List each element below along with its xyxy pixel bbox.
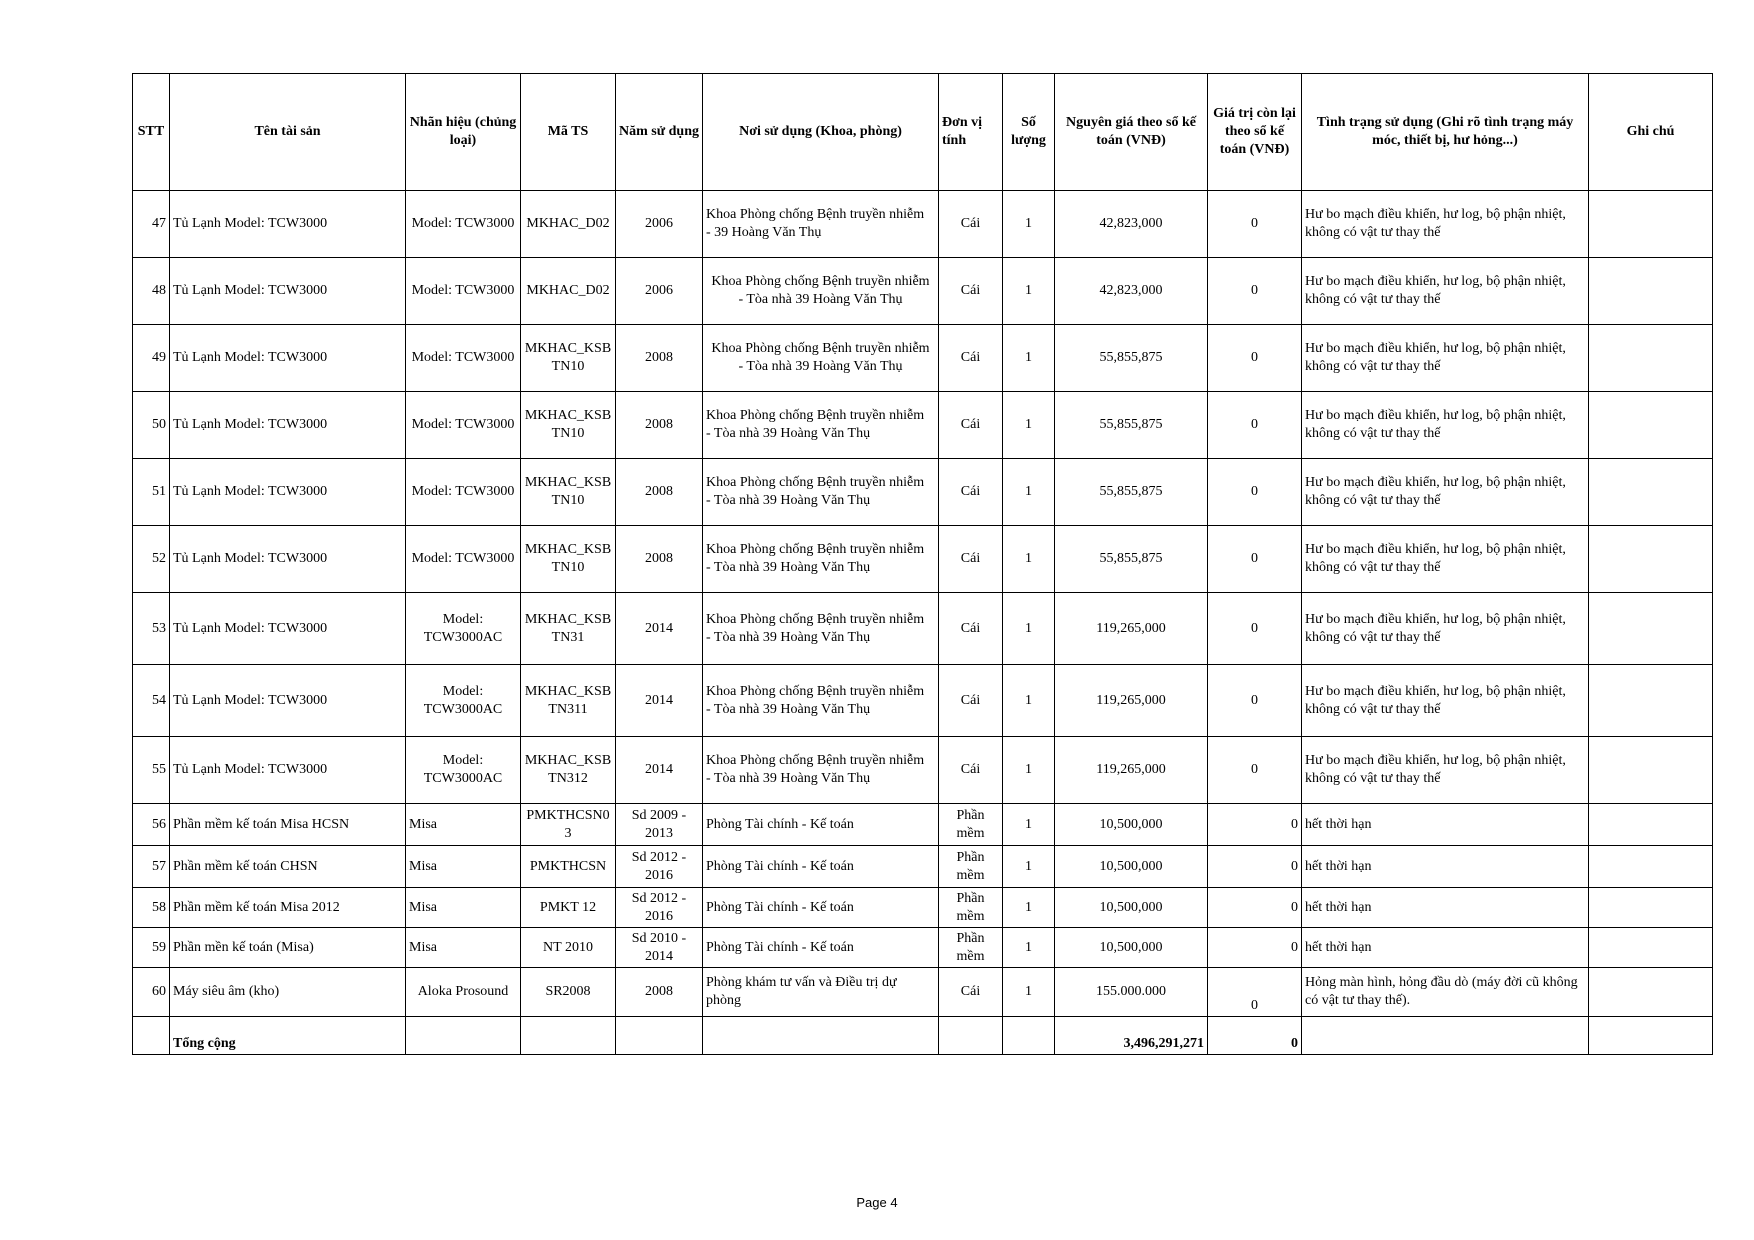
row-location: Khoa Phòng chống Bệnh truyền nhiễm - Tòa nhà 39 Hoàng Văn Thụ (703, 665, 939, 737)
row-unit: Phần mềm (939, 928, 1003, 968)
row-stt: 59 (133, 928, 170, 968)
row-note (1589, 526, 1713, 593)
row-status: Hư bo mạch điều khiển, hư log, bộ phận nhiệt, không có vật tư thay thế (1302, 191, 1589, 258)
row-remaining: 0 (1208, 459, 1302, 526)
row-cost: 10,500,000 (1055, 888, 1208, 928)
row-code: SR2008 (521, 968, 616, 1017)
table-row (133, 846, 1713, 888)
row-remaining: 0 (1208, 665, 1302, 737)
row-stt: 51 (133, 459, 170, 526)
table-row (133, 459, 1713, 526)
header-note: Ghi chú (1589, 74, 1713, 191)
row-note (1589, 459, 1713, 526)
table-row (133, 928, 1713, 968)
row-remaining: 0 (1208, 846, 1302, 888)
row-brand: Model: TCW3000 (406, 392, 521, 459)
row-status: Hư bo mạch điều khiển, hư log, bộ phận nhiệt, không có vật tư thay thế (1302, 737, 1589, 804)
row-cost: 10,500,000 (1055, 846, 1208, 888)
row-location: Phòng Tài chính - Kế toán (703, 888, 939, 928)
row-name: Tủ Lạnh Model: TCW3000 (170, 593, 406, 665)
table-row (133, 325, 1713, 392)
row-status: Hư bo mạch điều khiển, hư log, bộ phận nhiệt, không có vật tư thay thế (1302, 665, 1589, 737)
header-cost: Nguyên giá theo sổ kế toán (VNĐ) (1055, 74, 1208, 191)
row-year: Sd 2012 - 2016 (616, 888, 703, 928)
table-row (133, 804, 1713, 846)
row-status: hết thời hạn (1302, 888, 1589, 928)
row-location: Khoa Phòng chống Bệnh truyền nhiễm - Tòa nhà 39 Hoàng Văn Thụ (703, 325, 939, 392)
row-code: MKHAC_KSBTN10 (521, 526, 616, 593)
row-brand: Model: TCW3000 (406, 325, 521, 392)
row-brand: Misa (406, 846, 521, 888)
row-status: hết thời hạn (1302, 846, 1589, 888)
row-brand: Aloka Prosound (406, 968, 521, 1017)
row-name: Tủ Lạnh Model: TCW3000 (170, 258, 406, 325)
row-code: MKHAC_KSBTN312 (521, 737, 616, 804)
row-cost: 55,855,875 (1055, 526, 1208, 593)
row-status: hết thời hạn (1302, 928, 1589, 968)
row-qty: 1 (1003, 392, 1055, 459)
row-stt: 49 (133, 325, 170, 392)
row-remaining: 0 (1208, 258, 1302, 325)
row-code: MKHAC_D02 (521, 191, 616, 258)
row-qty: 1 (1003, 459, 1055, 526)
row-brand: Misa (406, 888, 521, 928)
row-note (1589, 846, 1713, 888)
row-remaining: 0 (1208, 804, 1302, 846)
row-name: Tủ Lạnh Model: TCW3000 (170, 325, 406, 392)
table-row (133, 392, 1713, 459)
row-unit: Cái (939, 325, 1003, 392)
row-qty: 1 (1003, 804, 1055, 846)
row-qty: 1 (1003, 526, 1055, 593)
total-qty-cell (1003, 1017, 1055, 1055)
table-header (133, 74, 1713, 191)
row-location: Phòng khám tư vấn và Điều trị dự phòng (703, 968, 939, 1017)
row-year: 2008 (616, 459, 703, 526)
row-cost: 119,265,000 (1055, 593, 1208, 665)
row-location: Phòng Tài chính - Kế toán (703, 928, 939, 968)
row-cost: 42,823,000 (1055, 258, 1208, 325)
row-qty: 1 (1003, 191, 1055, 258)
row-code: PMKT 12 (521, 888, 616, 928)
row-status: Hư bo mạch điều khiển, hư log, bộ phận nhiệt, không có vật tư thay thế (1302, 258, 1589, 325)
row-unit: Phần mềm (939, 888, 1003, 928)
row-brand: Model: TCW3000AC (406, 593, 521, 665)
header-year: Năm sử dụng (616, 74, 703, 191)
row-stt: 56 (133, 804, 170, 846)
row-brand: Model: TCW3000AC (406, 665, 521, 737)
row-year: Sd 2010 - 2014 (616, 928, 703, 968)
row-stt: 55 (133, 737, 170, 804)
row-code: MKHAC_KSBTN10 (521, 325, 616, 392)
row-note (1589, 928, 1713, 968)
row-stt: 53 (133, 593, 170, 665)
row-year: 2014 (616, 593, 703, 665)
row-cost: 119,265,000 (1055, 665, 1208, 737)
row-brand: Model: TCW3000 (406, 459, 521, 526)
row-cost: 55,855,875 (1055, 325, 1208, 392)
row-location: Khoa Phòng chống Bệnh truyền nhiễm - Tòa nhà 39 Hoàng Văn Thụ (703, 258, 939, 325)
row-brand: Model: TCW3000 (406, 191, 521, 258)
table-row (133, 888, 1713, 928)
row-qty: 1 (1003, 846, 1055, 888)
row-unit: Cái (939, 665, 1003, 737)
header-qty: Số lượng (1003, 74, 1055, 191)
row-qty: 1 (1003, 593, 1055, 665)
row-brand: Model: TCW3000 (406, 526, 521, 593)
row-name: Phần mền kế toán (Misa) (170, 928, 406, 968)
table-row (133, 191, 1713, 258)
total-cost: 3,496,291,271 (1055, 1017, 1208, 1055)
total-code-cell (521, 1017, 616, 1055)
row-name: Tủ Lạnh Model: TCW3000 (170, 459, 406, 526)
asset-table (132, 73, 1713, 1055)
row-note (1589, 392, 1713, 459)
total-row (133, 1017, 1713, 1055)
row-status: Hư bo mạch điều khiển, hư log, bộ phận nhiệt, không có vật tư thay thế (1302, 459, 1589, 526)
total-location-cell (703, 1017, 939, 1055)
header-code: Mã TS (521, 74, 616, 191)
row-year: 2008 (616, 968, 703, 1017)
total-status-cell (1302, 1017, 1589, 1055)
row-year: 2014 (616, 737, 703, 804)
row-stt: 50 (133, 392, 170, 459)
row-status: Hư bo mạch điều khiển, hư log, bộ phận nhiệt, không có vật tư thay thế (1302, 392, 1589, 459)
row-remaining: 0 (1208, 888, 1302, 928)
row-location: Khoa Phòng chống Bệnh truyền nhiễm - Tòa nhà 39 Hoàng Văn Thụ (703, 392, 939, 459)
row-location: Khoa Phòng chống Bệnh truyền nhiễm - Tòa nhà 39 Hoàng Văn Thụ (703, 526, 939, 593)
row-unit: Cái (939, 392, 1003, 459)
row-location: Khoa Phòng chống Bệnh truyền nhiễm - Tòa nhà 39 Hoàng Văn Thụ (703, 459, 939, 526)
row-brand: Misa (406, 928, 521, 968)
row-note (1589, 258, 1713, 325)
row-brand: Model: TCW3000 (406, 258, 521, 325)
row-remaining: 0 (1208, 928, 1302, 968)
table-row (133, 737, 1713, 804)
row-name: Tủ Lạnh Model: TCW3000 (170, 392, 406, 459)
row-stt: 60 (133, 968, 170, 1017)
row-status: hết thời hạn (1302, 804, 1589, 846)
row-note (1589, 737, 1713, 804)
row-note (1589, 888, 1713, 928)
row-unit: Cái (939, 968, 1003, 1017)
header-location: Nơi sử dụng (Khoa, phòng) (703, 74, 939, 191)
row-year: 2008 (616, 526, 703, 593)
row-note (1589, 325, 1713, 392)
row-cost: 42,823,000 (1055, 191, 1208, 258)
total-year-cell (616, 1017, 703, 1055)
row-name: Tủ Lạnh Model: TCW3000 (170, 665, 406, 737)
total-brand-cell (406, 1017, 521, 1055)
row-year: 2006 (616, 258, 703, 325)
row-code: MKHAC_KSBTN10 (521, 392, 616, 459)
row-qty: 1 (1003, 737, 1055, 804)
row-year: Sd 2012 - 2016 (616, 846, 703, 888)
table-row (133, 665, 1713, 737)
row-status: Hư bo mạch điều khiển, hư log, bộ phận nhiệt, không có vật tư thay thế (1302, 593, 1589, 665)
row-stt: 48 (133, 258, 170, 325)
row-code: MKHAC_KSBTN31 (521, 593, 616, 665)
row-name: Tủ Lạnh Model: TCW3000 (170, 191, 406, 258)
row-qty: 1 (1003, 258, 1055, 325)
total-unit-cell (939, 1017, 1003, 1055)
row-remaining: 0 (1208, 325, 1302, 392)
row-name: Tủ Lạnh Model: TCW3000 (170, 737, 406, 804)
row-unit: Phần mềm (939, 846, 1003, 888)
row-code: PMKTHCSN03 (521, 804, 616, 846)
row-cost: 55,855,875 (1055, 459, 1208, 526)
row-unit: Cái (939, 737, 1003, 804)
row-stt: 52 (133, 526, 170, 593)
row-status: Hỏng màn hình, hỏng đầu dò (máy đời cũ không có vật tư thay thế). (1302, 968, 1589, 1017)
row-unit: Cái (939, 258, 1003, 325)
row-note (1589, 804, 1713, 846)
table-row (133, 593, 1713, 665)
header-remaining: Giá trị còn lại theo sổ kế toán (VNĐ) (1208, 74, 1302, 191)
row-year: 2008 (616, 325, 703, 392)
total-note-cell (1589, 1017, 1713, 1055)
row-remaining: 0 (1208, 593, 1302, 665)
row-qty: 1 (1003, 928, 1055, 968)
row-cost: 155.000.000 (1055, 968, 1208, 1017)
row-year: 2014 (616, 665, 703, 737)
row-remaining: 0 (1208, 968, 1302, 1017)
table-row (133, 258, 1713, 325)
row-code: MKHAC_D02 (521, 258, 616, 325)
header-stt: STT (133, 74, 170, 191)
row-cost: 119,265,000 (1055, 737, 1208, 804)
row-cost: 10,500,000 (1055, 804, 1208, 846)
table-row (133, 526, 1713, 593)
row-year: Sd 2009 - 2013 (616, 804, 703, 846)
row-location: Phòng Tài chính - Kế toán (703, 846, 939, 888)
row-qty: 1 (1003, 325, 1055, 392)
row-cost: 10,500,000 (1055, 928, 1208, 968)
row-remaining: 0 (1208, 191, 1302, 258)
total-stt-cell (133, 1017, 170, 1055)
row-note (1589, 665, 1713, 737)
row-remaining: 0 (1208, 526, 1302, 593)
table-row (133, 968, 1713, 1017)
header-unit: Đơn vị tính (939, 74, 1003, 191)
row-location: Khoa Phòng chống Bệnh truyền nhiễm - 39 Hoàng Văn Thụ (703, 191, 939, 258)
row-name: Phần mềm kế toán CHSN (170, 846, 406, 888)
total-remaining: 0 (1208, 1017, 1302, 1055)
header-brand: Nhãn hiệu (chủng loại) (406, 74, 521, 191)
row-location: Phòng Tài chính - Kế toán (703, 804, 939, 846)
row-unit: Cái (939, 593, 1003, 665)
row-unit: Cái (939, 459, 1003, 526)
row-location: Khoa Phòng chống Bệnh truyền nhiễm - Tòa nhà 39 Hoàng Văn Thụ (703, 593, 939, 665)
header-status: Tình trạng sử dụng (Ghi rõ tình trạng máy móc, thiết bị, hư hỏng...) (1302, 74, 1589, 191)
row-note (1589, 968, 1713, 1017)
row-stt: 54 (133, 665, 170, 737)
row-name: Máy siêu âm (kho) (170, 968, 406, 1017)
row-name: Tủ Lạnh Model: TCW3000 (170, 526, 406, 593)
row-name: Phần mềm kế toán Misa 2012 (170, 888, 406, 928)
row-unit: Cái (939, 526, 1003, 593)
row-stt: 47 (133, 191, 170, 258)
row-code: MKHAC_KSBTN10 (521, 459, 616, 526)
header-name: Tên tài sản (170, 74, 406, 191)
row-status: Hư bo mạch điều khiển, hư log, bộ phận nhiệt, không có vật tư thay thế (1302, 325, 1589, 392)
row-name: Phần mềm kế toán Misa HCSN (170, 804, 406, 846)
table-body (133, 191, 1713, 1055)
row-stt: 57 (133, 846, 170, 888)
row-cost: 55,855,875 (1055, 392, 1208, 459)
row-code: PMKTHCSN (521, 846, 616, 888)
row-remaining: 0 (1208, 737, 1302, 804)
row-qty: 1 (1003, 665, 1055, 737)
row-location: Khoa Phòng chống Bệnh truyền nhiễm - Tòa nhà 39 Hoàng Văn Thụ (703, 737, 939, 804)
total-label: Tổng cộng (170, 1017, 406, 1055)
row-code: MKHAC_KSBTN311 (521, 665, 616, 737)
row-note (1589, 191, 1713, 258)
row-year: 2008 (616, 392, 703, 459)
row-note (1589, 593, 1713, 665)
row-stt: 58 (133, 888, 170, 928)
row-unit: Phần mềm (939, 804, 1003, 846)
row-unit: Cái (939, 191, 1003, 258)
row-brand: Model: TCW3000AC (406, 737, 521, 804)
row-remaining: 0 (1208, 392, 1302, 459)
row-qty: 1 (1003, 968, 1055, 1017)
row-status: Hư bo mạch điều khiển, hư log, bộ phận nhiệt, không có vật tư thay thế (1302, 526, 1589, 593)
row-code: NT 2010 (521, 928, 616, 968)
page-number: Page 4 (856, 1195, 898, 1210)
row-qty: 1 (1003, 888, 1055, 928)
row-year: 2006 (616, 191, 703, 258)
row-brand: Misa (406, 804, 521, 846)
